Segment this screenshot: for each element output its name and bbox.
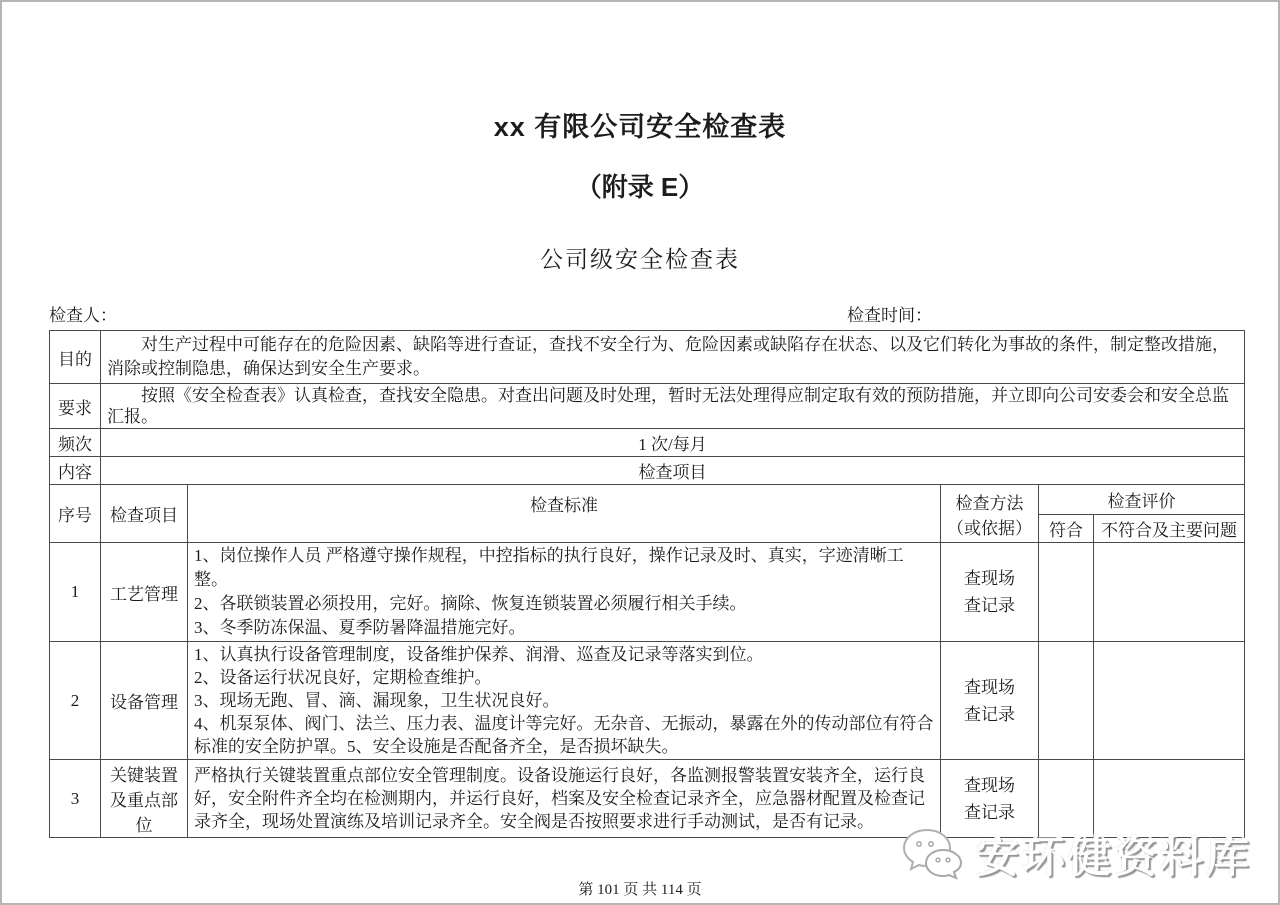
- row-standard: [188, 760, 941, 838]
- row-item: 关键装置及重点部位: [101, 760, 188, 838]
- row-method: [941, 642, 1039, 760]
- inspection-time-label: 检查时间：: [847, 306, 932, 325]
- document-subtitle: （附录 E）: [575, 172, 705, 202]
- row-standard: [188, 543, 941, 642]
- table-row: [50, 543, 1245, 642]
- content-label: 内容: [50, 457, 101, 485]
- table-row: [50, 642, 1245, 760]
- col-header-evaluation: 检查评价: [1039, 485, 1245, 515]
- conform-cell: [1039, 543, 1094, 642]
- header-row-top: [50, 485, 1245, 515]
- inspector-label: 检查人：: [49, 306, 117, 325]
- method-line: 查记录: [964, 802, 1015, 822]
- row-item: 工艺管理: [101, 543, 188, 642]
- col-header-nonconform: 不符合及主要问题: [1094, 515, 1245, 543]
- standard-line: 3、现场无跑、冒、滴、漏现象，卫生状况良好。: [194, 691, 560, 710]
- watermark: [900, 824, 1252, 885]
- col-header-seq: 序号: [50, 485, 101, 543]
- watermark-text: 安环健资料库: [976, 834, 1252, 882]
- method-line: 查记录: [964, 704, 1015, 724]
- col-header-item: 检查项目: [101, 485, 188, 543]
- row-seq: 3: [50, 760, 101, 838]
- row-seq: 1: [50, 543, 101, 642]
- standard-line: 2、各联锁装置必须投用，完好。摘除、恢复连锁装置必须履行相关手续。: [194, 594, 747, 613]
- standard-line: 4、机泵泵体、阀门、法兰、压力表、温度计等完好。无杂音、无振动，暴露在外的传动部位有符合标准的安全防护罩。5、安全设施是否配备齐全，是否损坏缺失。: [194, 714, 934, 756]
- conform-cell: [1039, 642, 1094, 760]
- requirement-row: [50, 384, 1245, 429]
- standard-line: 严格执行关键装置重点部位安全管理制度。设备设施运行良好，各监测报警装置安装齐全，运行良好，安全附件齐全均在检测期内，并运行良好，档案及安全检查记录齐全，应急器材配置及检查记录齐全，现场处置演练及培训记录齐全。安全阀是否按照要求进行手动测试，是否有记录。: [194, 766, 925, 831]
- section-title: 公司级安全检查表: [540, 247, 740, 272]
- requirement-text: 按照《安全检查表》认真检查，查找安全隐患。对查出问题及时处理，暂时无法处理得应制定取有效的预防措施，并立即向公司安委会和安全总监汇报。: [101, 384, 1245, 429]
- standard-line: 1、认真执行设备管理制度，设备维护保养、润滑、巡查及记录等落实到位。: [194, 645, 764, 664]
- content-row: [50, 457, 1245, 485]
- nonconform-cell: [1094, 642, 1245, 760]
- row-method: [941, 543, 1039, 642]
- method-line: 查记录: [964, 596, 1015, 615]
- nonconform-cell: [1094, 543, 1245, 642]
- col-header-conform: 符合: [1039, 515, 1094, 543]
- col-header-method: [941, 485, 1039, 543]
- standard-line: 3、冬季防冻保温、夏季防暑降温措施完好。: [194, 618, 526, 637]
- row-item: 设备管理: [101, 642, 188, 760]
- document-title: xx 有限公司安全检查表: [493, 112, 787, 142]
- frequency-label: 频次: [50, 429, 101, 457]
- purpose-row: [50, 331, 1245, 384]
- row-standard: [188, 642, 941, 760]
- col-header-method-line2: （或依据）: [947, 518, 1032, 538]
- col-header-method-line1: 检查方法: [955, 493, 1024, 513]
- requirement-label: 要求: [50, 384, 101, 429]
- page-number: 第 101 页 共 114 页: [578, 882, 702, 898]
- row-seq: 2: [50, 642, 101, 760]
- method-line: 查现场: [964, 677, 1015, 697]
- method-line: 查现场: [964, 775, 1015, 795]
- inspector-line: [49, 301, 1240, 325]
- content-value: 检查项目: [101, 457, 1245, 485]
- purpose-label: 目的: [50, 331, 101, 384]
- frequency-value: 1 次/每月: [101, 429, 1245, 457]
- frequency-row: [50, 429, 1245, 457]
- standard-line: 1、岗位操作人员 严格遵守操作规程，中控指标的执行良好，操作记录及时、真实，字迹清晰工整。: [194, 546, 904, 589]
- purpose-text: 对生产过程中可能存在的危险因素、缺陷等进行查证，查找不安全行为、危险因素或缺陷存在状态、以及它们转化为事故的条件，制定整改措施，消除或控制隐患，确保达到安全生产要求。: [101, 331, 1245, 384]
- standard-line: 2、设备运行状况良好，定期检查维护。: [194, 668, 492, 687]
- col-header-standard: 检查标准: [188, 485, 941, 543]
- method-line: 查现场: [964, 569, 1015, 588]
- chat-bubbles-icon: [900, 826, 964, 884]
- safety-checklist-table: [49, 330, 1245, 838]
